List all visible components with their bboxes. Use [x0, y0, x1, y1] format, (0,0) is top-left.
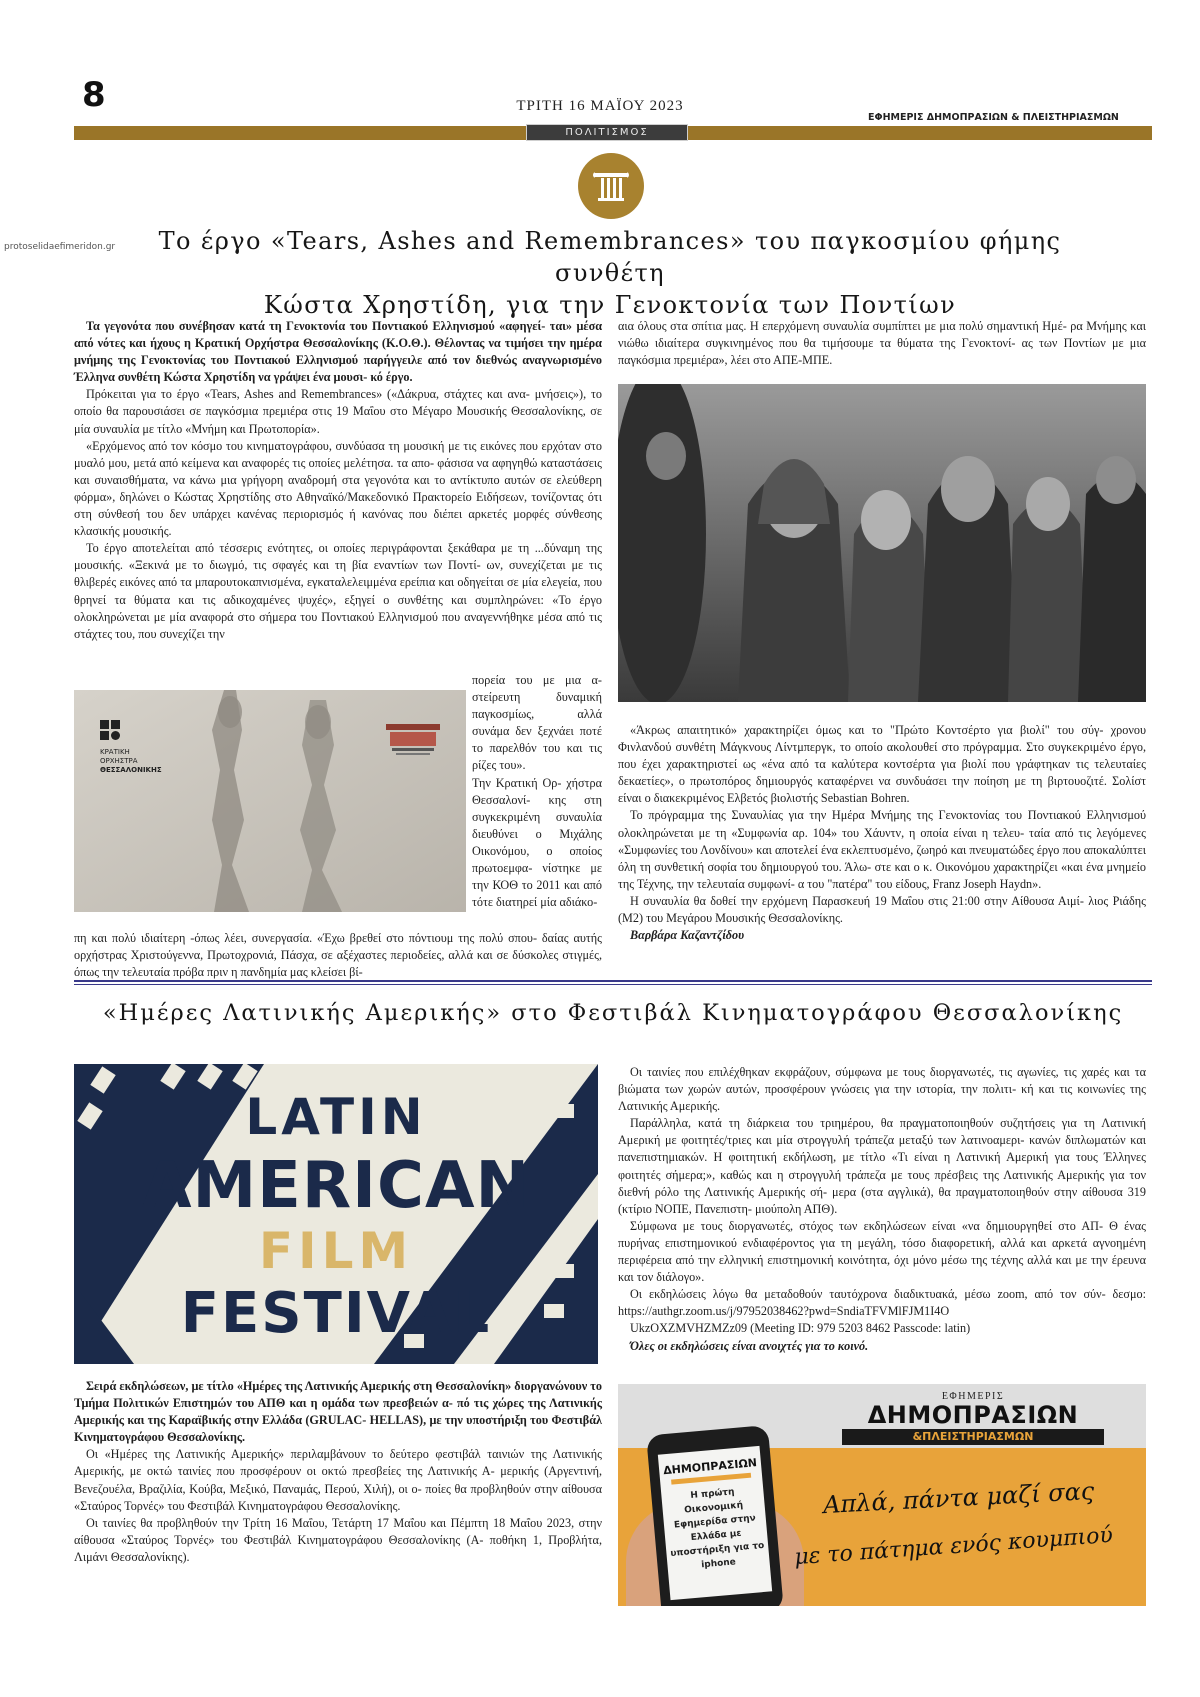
refugees-photo [618, 384, 1146, 702]
headline-line-1: Το έργο «Tears, Ashes and Remembrances» του παγκοσμίου φήμης συνθέτη [158, 227, 1062, 287]
issue-date: ΤΡΙΤΗ 16 ΜΑΪΟΥ 2023 [516, 98, 684, 114]
article-1-paragraph: «Ερχόμενος από τον κόσμο του κινηματογράφου, συνδύασα τη μουσική με τις εικόνες που ερχόταν στο μυαλό μου, μετά από κείμενα και αναφορές τις οποίες μελέτησα. τα απο- φάσισα να αφηγηθώ καταστάσεις και συναισθήματα, να κάνω μια γρήγορη αναδρομή στα γεγονότα και το αντίκτυπο αυτών σε ελεύθερη φόρμα», δηλώνει ο Κώστας Χρηστίδης στο Αθηναϊκό/Μακεδονικό Πρακτορείο Ειδήσεων, τονίζοντας ότι στη σύνθεσή του δεν υπάρχει κανένας περιορισμός ή κανόνας που διέπει αρκετές μορφές σύνθεσης κλασικής μουσικής. [74, 438, 602, 539]
page-number: 8 [82, 75, 106, 115]
article-1-left-column [74, 318, 602, 643]
article-2-left-column [74, 1378, 602, 1566]
masthead-name: ΕΦΗΜΕΡΙΣ ΔΗΜΟΠΡΑΣΙΩΝ & ΠΛΕΙΣΤΗΡΙΑΣΜΩΝ [868, 112, 1119, 123]
greek-column-icon [591, 166, 631, 206]
smartphone-icon [646, 1425, 784, 1606]
article-1-paragraph: πη και πολύ ιδιαίτερη -όπως λέει, συνεργασία. «Έχω βρεθεί στο πόντιουμ της πολύ σπου- δαίας αυτής ορχήστρας Χριστούγεννα, Πρωτοχρονιά, Πάσχα, σε αξέχαστες περιοδείες, αλλά και σε δύσκολες στιγμές, όπως την τελευταία πρόβα πριν η πανδημία μας κλείσει βί- [74, 931, 602, 980]
column-icon [578, 153, 644, 219]
latin-american-film-festival-poster [74, 1064, 598, 1364]
concert-hall-logo [382, 718, 444, 758]
phone-screen-text: Η πρώτη Οικονομική Εφημερίδα στην Ελλάδα με υποστήριξη για το iphone [669, 1487, 765, 1571]
article-1-headline [110, 225, 1110, 321]
orchestra-logo-icon [100, 720, 120, 740]
article-1-tail [74, 930, 602, 981]
article-2-paragraph: Σύμφωνα με τους διοργανωτές, στόχος των εκδηλώσεων είναι «να δημιουργηθεί στο ΑΠ- Θ ένας πυρήνας επιστημονικού ενδιαφέροντος για τη μεγάλη, τόσο διαφορετική, αλλά και αρκετά αγνοημένη περιφέρεια από την ελληνική επιστημονική κοινότητα, όχι μόνο μέσω της τέχνης αλλά και με την έρευνα και τον διάλογο». [618, 1218, 1146, 1285]
phone-screen [658, 1446, 772, 1600]
article-2-paragraph: Οι εκδηλώσεις λόγω θα μεταδοθούν ταυτόχρονα διαδικτυακά, μέσω zoom, από τον σύν- δεσμο: https://authgr.zoom.us/j/97952038462?pwd=SndiaTFVMlFJM1I4O [618, 1287, 1146, 1319]
poster-title-line: FILM [258, 1222, 414, 1280]
article-2-headline: «Ημέρες Λατινικής Αμερικής» στο Φεστιβάλ Κινηματογράφου Θεσσαλονίκης [102, 1000, 1124, 1026]
ad-brand-name: ΔΗΜΟΠΡΑΣΙΩΝ [867, 1401, 1079, 1429]
newspaper-app-advertisement [618, 1384, 1146, 1606]
poster-title-line: LATIN [245, 1088, 427, 1146]
logo-text: ΟΡΧΗΣΤΡΑ [100, 757, 138, 765]
headline-line-2: Κώστα Χρηστίδη, για την Γενοκτονία των Ποντίων [263, 291, 957, 319]
article-1-paragraph: Το έργο αποτελείται από τέσσερις ενότητες, οι οποίες περιγράφονται ξεκάθαρα με τη ...δύναμη της μουσικής. «Ξεκινά με το διωγμό, τις σφαγές και τη βία εναντίων των Ποντί- ων, συνεχίζεται με τις θλιβερές εικόνες από τα μπαρουτοκαπνισμένα, εγκαταλελειμμένα ερείπια και οδηγείται σε μία ελεγεία, που θρηνεί τα θύματα και τις αδικοχαμένες ψυχές», εξηγεί ο συνθέτης και συμπληρώνει: «Το έργο ολοκληρώνεται με μία αναφορά στο σήμερα του Ποντιακού Ελληνισμού που αναγεννήθηκε μέσα από τις στάχτες του, που συνεχίζει την [74, 541, 602, 641]
article-2-paragraph: Οι ταινίες που επιλέχθηκαν εκφράζουν, σύμφωνα με τους διοργανωτές, τις αγωνίες, τις χαρές και τα βιώματα των χωρών αυτών, προσφέρουν γνώσεις για την ιστορία, την πολιτι- κή και τις κοινωνίες της Λατινικής Αμερικής. [618, 1065, 1146, 1114]
section-label: ΠΟΛΙΤΙΣΜΟΣ [526, 124, 688, 141]
refugee-children-image [618, 384, 1146, 702]
ad-brand-line: ΕΦΗΜΕΡΙΣ [941, 1391, 1005, 1402]
article-2-paragraph: Οι ταινίες θα προβληθούν την Τρίτη 16 Μαΐου, Τετάρτη 17 Μαΐου και Πέμπτη 18 Μαΐου 2023, στην αίθουσα «Σταύρος Τορνές» του Φεστιβάλ Κινηματογράφου Θεσσαλονίκης (Α- ποθήκη 1, Προβλήτα, Λιμάνι Θεσσαλονίκης). [74, 1515, 602, 1564]
article-2-paragraph: Παράλληλα, κατά τη διάρκεια του τριημέρου, θα πραγματοποιηθούν συζητήσεις για τη Λατινική Αμερική με φοιτητές/τριες και μία στρογγυλή τράπεζα μεταξύ των λατινοαμερι- κανών διπλωματών και πανεπιστημιακών. Η φοιτητική εκδήλωση, με τίτλο «Τι είναι η Λατινική Αμερική για τους Έλληνες φοιτητές σήμερα;», καθώς και η στρογγυλή τράπεζα με τους πρέσβεις της Λατινικής Αμερικής για τον διεθνή ρόλο της Λατινικής Αμερικής σή- μερα (στα αγγλικά), θα πραγματοποιηθούν στην αίθουσα 319 (κτίριο ΝΟΠΕ, Πανεπιστη- μιούπολη ΑΠΘ). [618, 1116, 1146, 1216]
logo-text: ΚΡΑΤΙΚΗ [100, 748, 130, 756]
logo-text: ΘΕΣΣΑΛΟΝΙΚΗΣ [100, 766, 162, 774]
source-watermark: protoselidaefimeridon.gr [4, 242, 116, 252]
article-1-paragraph: πορεία του με μια α- στείρευτη δυναμική παγκοσμίως, αλλά συνάμα δεν ξεχνάει ποτέ το παρελθόν του και τις ρίζες του». [472, 673, 602, 773]
article-1-right-bottom [618, 722, 1146, 944]
article-1-paragraph: αια όλους στα σπίτια μας. Η επερχόμενη συναυλία συμπίπτει με μια πολύ σημαντική Ημέ- ρα Μνήμης και νιώθω ιδιαίτερα συγκινημένος που θα τιμήσουμε τα θύματα της Γενοκτονί- ας των Ποντίων με μια παγκόσμια πρεμιέρα», λέει στο ΑΠΕ-ΜΠΕ. [618, 319, 1146, 368]
article-2-right-column [618, 1064, 1146, 1355]
article-divider [74, 980, 1152, 985]
article-2-lead: Σειρά εκδηλώσεων, με τίτλο «Ημέρες της Λατινικής Αμερικής στη Θεσσαλονίκη» διοργανώνουν το Τμήμα Πολιτικών Επιστημών του ΑΠΘ και η ομάδα των πρεσβειών α- πό τις χώρες της Λατινικής Αμερικής και της Καραϊβικής στην Ελλάδα (GRULAC- HELLAS), με την υποστήριξη του Φεστιβάλ Κινηματογράφου Θεσσαλονίκης. [74, 1379, 602, 1445]
ad-slogan-line: Απλά, πάντα μαζί σας [822, 1476, 1095, 1520]
article-1-wrap-column [472, 672, 602, 911]
article-1-paragraph: Πρόκειται για το έργο «Tears, Ashes and Remembrances» («Δάκρυα, στάχτες και ανα- μνήσεις»), το οποίο θα παρουσιάσει σε παγκόσμια πρεμιέρα στις 19 Μαΐου στο Μέγαρο Μουσικής Θεσσαλονίκης, σε μία συναυλία με τίτλο «Μνήμη και Πρωτοπορία». [74, 387, 602, 436]
poster-title-line: AMERICAN [141, 1149, 531, 1223]
orchestra-poster-photo [74, 690, 466, 912]
article-1-paragraph: Την Κρατική Ορ- χήστρα Θεσσαλονί- κης στη συγκεκριμένη συναυλία διευθύνει ο Μιχάλης Οικονόμου, ο οποίος πρωτοεμφα- νίστηκε με την ΚΟΘ το 2011 και από τότε διατηρεί μία αδιάκο- [472, 775, 602, 910]
poster-title-line: FESTIVAL [180, 1281, 492, 1346]
article-1-right-top [618, 318, 1146, 369]
article-1-paragraph: Το πρόγραμμα της Συναυλίας για την Ημέρα Μνήμης της Γενοκτονίας του Ποντιακού Ελληνισμού ολοκληρώνεται με τη «Συμφωνία αρ. 104» του Χάυντν, η οποία είναι η τελευ- ταία από τις λεγόμενες «Συμφωνίες του Λονδίνου» και αποτελεί ένα εκλεπτυσμένο, ζωηρό και πνευματώδες έργο που αποκαλύπτει όλη τη συνθετική σοφία του δημιουργού του. Άλω- στε και ο κ. Οικονόμου χαρακτηρίζει «και ένα μνημείο της Τέχνης, την τελευταία συμφωνί- α του "πατέρα" του είδους, Franz Joseph Haydn». [618, 808, 1146, 891]
article-1-byline: Βαρβάρα Καζαντζίδου [630, 928, 745, 943]
article-2-closing-note: Όλες οι εκδηλώσεις είναι ανοιχτές για το κοινό. [630, 1338, 869, 1353]
concert-hall-icon [382, 718, 444, 758]
article-1-paragraph: «Άκρως απαιτητικό» χαρακτηρίζει όμως και το "Πρώτο Κοντσέρτο για βιολί" του σύγ- χρονου Φινλανδού συνθέτη Μάγκνους Λίντμπεργκ, το οποίο ακολουθεί στο πρόγραμμα. Στο συγκεκριμένο έργο, που έχει χαρακτηριστεί ως «ένα από τα καλύτερα κοντσέρτα για βιολί που γράφτηκαν τις τελευταίες δεκαετίες», ο πρωτοπόρος δημιουργός καταφέρνει να συνδυάσει την ποίηση με τη βιρτουοζιτέ. Σολίστ είναι ο διακεκριμένος Ελβετός βιολιστής Sebastian Bohren. [618, 723, 1146, 806]
ad-brand-subtitle: &ΠΛΕΙΣΤΗΡΙΑΣΜΩΝ [842, 1429, 1104, 1445]
article-2-paragraph: UkzOXZMVHZMZz09 (Meeting ID: 979 5203 8462 Passcode: latin) [630, 1321, 971, 1336]
phone-screen-title: ΔΗΜΟΠΡΑΣΙΩΝ [662, 1456, 758, 1478]
ad-slogan-line: με το πάτημα ενός κουμπιού [793, 1522, 1114, 1571]
orchestra-logo [100, 720, 192, 775]
article-2-paragraph: Οι «Ημέρες της Λατινικής Αμερικής» περιλαμβάνουν το δεύτερο φεστιβάλ ταινιών της Λατινικής Αμερικής, με οκτώ ταινίες που προσφέρουν οι οκτώ πρεσβείες της Λατινικής Α- μερικής (Αργεντινή, Βενεζουέλα, Βραζιλία, Κούβα, Μεξικό, Παναμάς, Περού, Χιλή), οι ο- ποίες θα προβληθούν στην αίθουσα «Σταύρος Τορνές» του Φεστιβάλ Κινηματογράφου Θεσσαλονίκης. [74, 1447, 602, 1513]
article-1-paragraph: Η συναυλία θα δοθεί την ερχόμενη Παρασκευή 19 Μαΐου στις 21:00 στην Αίθουσα Αιμί- λιος Ριάδης (Μ2) του Μεγάρου Μουσικής Θεσσαλονίκης. [618, 893, 1146, 926]
article-1-lead: Τα γεγονότα που συνέβησαν κατά τη Γενοκτονία του Ποντιακού Ελληνισμού «αφηγεί- ται» μέσα από νότες και ήχους η Κρατική Ορχήστρα Θεσσαλονίκης (Κ.Ο.Θ.). Θέλοντας να τιμήσει την ημέρα μνήμης της Γενοκτονίας του Ποντιακού Ελληνισμού παρήγγειλε από τον διεθνώς αναγνωρισμένο Έλληνα συνθέτη Κώστα Χρηστίδη να γράψει ένα μουσι- κό έργο. [74, 319, 602, 385]
